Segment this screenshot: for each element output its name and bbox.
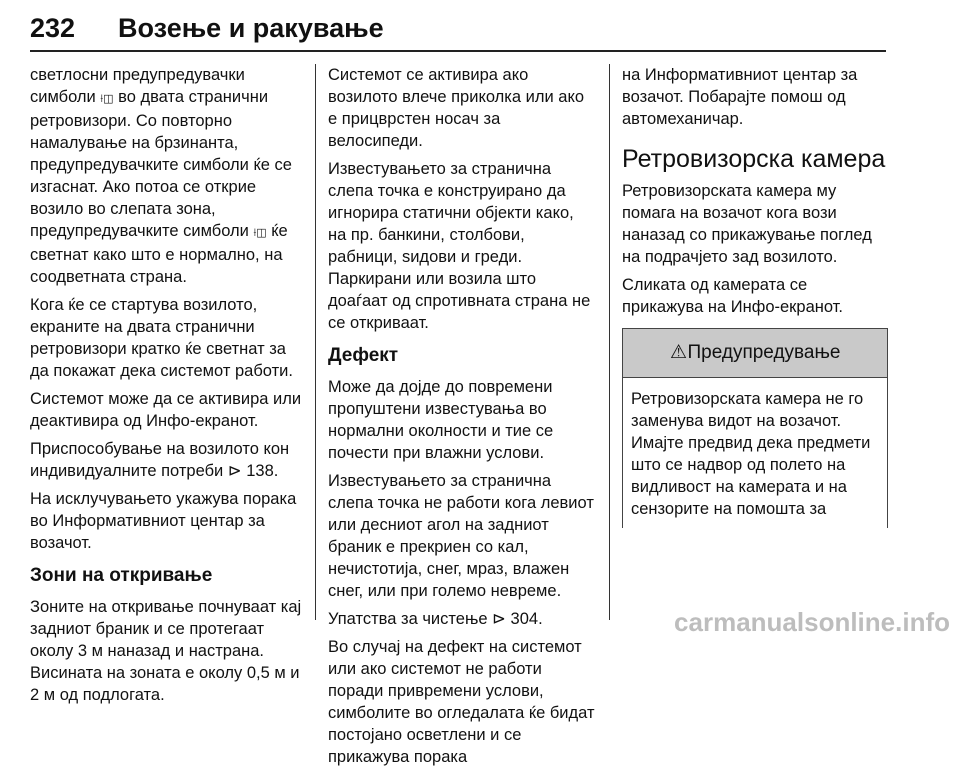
section-heading: Дефект <box>328 345 399 366</box>
blind-spot-icon: ⟊◫ <box>100 93 114 105</box>
column-divider <box>315 64 316 620</box>
warning-box <box>622 328 888 528</box>
warning-text: Ретровизорската камера не го заменува видот на возачот. Имајте предвид дека предмети што се надвор од полето на видливост на камерата и на сензорите на помошта за <box>631 390 871 518</box>
warning-title: Предупредување <box>687 342 841 363</box>
warning-body <box>623 378 887 528</box>
paragraph: Ретровизорската камера му помага на возачот кога вози наназад со прикажување поглед на подрачјето зад возилото. <box>622 182 872 266</box>
warning-header <box>623 329 887 378</box>
watermark: carmanualsonline.info <box>674 607 950 637</box>
paragraph: Упатства за чистење ⊳ 304. <box>328 610 543 628</box>
paragraph: Приспособување на возилото кон индивидуалните потреби ⊳ 138. <box>30 440 290 480</box>
paragraph: светлосни предупредувачки симболи ⟊◫ во двата странични ретровизори. Со повторно намалување на брзинанта, предупредувачките симболи ќе се изгаснат. Ако потоа се открие возило во слепата зона, предупредувачките симболи ⟊◫ ќе светнат како што е нормално, на соодветната страна. <box>30 66 292 286</box>
page-ref-icon: ⊳ <box>492 610 506 628</box>
blind-spot-icon: ⟊◫ <box>253 227 267 239</box>
column-1 <box>30 64 302 712</box>
paragraph: Зоните на откривање почнуваат кај задниот браник и се протегаат околу 3 м наназад и настрана. Висината на зоната е околу 0,5 м и 2 м од подлогата. <box>30 598 302 704</box>
paragraph: Може да дојде до повремени пропуштени известувања во нормални околности и тие се почести при влажни услови. <box>328 378 554 462</box>
section-heading: Зони на откривање <box>30 565 213 586</box>
page-header <box>30 6 886 52</box>
column-divider <box>609 64 610 620</box>
section-heading: Ретровизорска камера <box>622 145 886 173</box>
paragraph: Известувањето за странична слепа точка не работи кога левиот или десниот агол на задниот браник е прекриен со кал, нечистотија, снег, мраз, влажен снег, или при големо невреме. <box>328 472 594 600</box>
page-ref-icon: ⊳ <box>227 462 242 480</box>
column-2 <box>328 64 596 774</box>
paragraph: На исклучувањето укажува порака во Информативниот центар за возачот. <box>30 490 297 552</box>
paragraph: Системот се активира ако возилото влече приколка или ако е прицврстен носач за велосипеди. <box>328 66 585 150</box>
paragraph: Известувањето за странична слепа точка е конструирано да игнорира статични објекти како, на пр. банкини, столбови, рабници, ѕидови и греди. Паркирани или возила што доаѓаат од спротивната страна не се откриваат. <box>328 160 591 332</box>
paragraph: Кога ќе се стартува возилото, екраните на двата странични ретровизори кратко ќе светнат за да покажат дека системот работи. <box>30 296 293 380</box>
column-3 <box>622 64 888 528</box>
chapter-title: Возење и ракување <box>118 13 384 43</box>
paragraph: Сликата од камерата се прикажува на Инфо-екранот. <box>622 276 843 316</box>
paragraph: Системот може да се активира или деактивира од Инфо-екранот. <box>30 390 302 430</box>
page-number: 232 <box>30 13 76 43</box>
warning-icon: ⚠ <box>669 342 687 363</box>
paragraph: Во случај на дефект на системот или ако системот не работи поради привремени услови, симболите во огледалата ќе бидат постојано осветлени и се прикажува порака <box>328 638 595 766</box>
paragraph: на Информативниот центар за возачот. Побарајте помош од автомеханичар. <box>622 66 858 128</box>
